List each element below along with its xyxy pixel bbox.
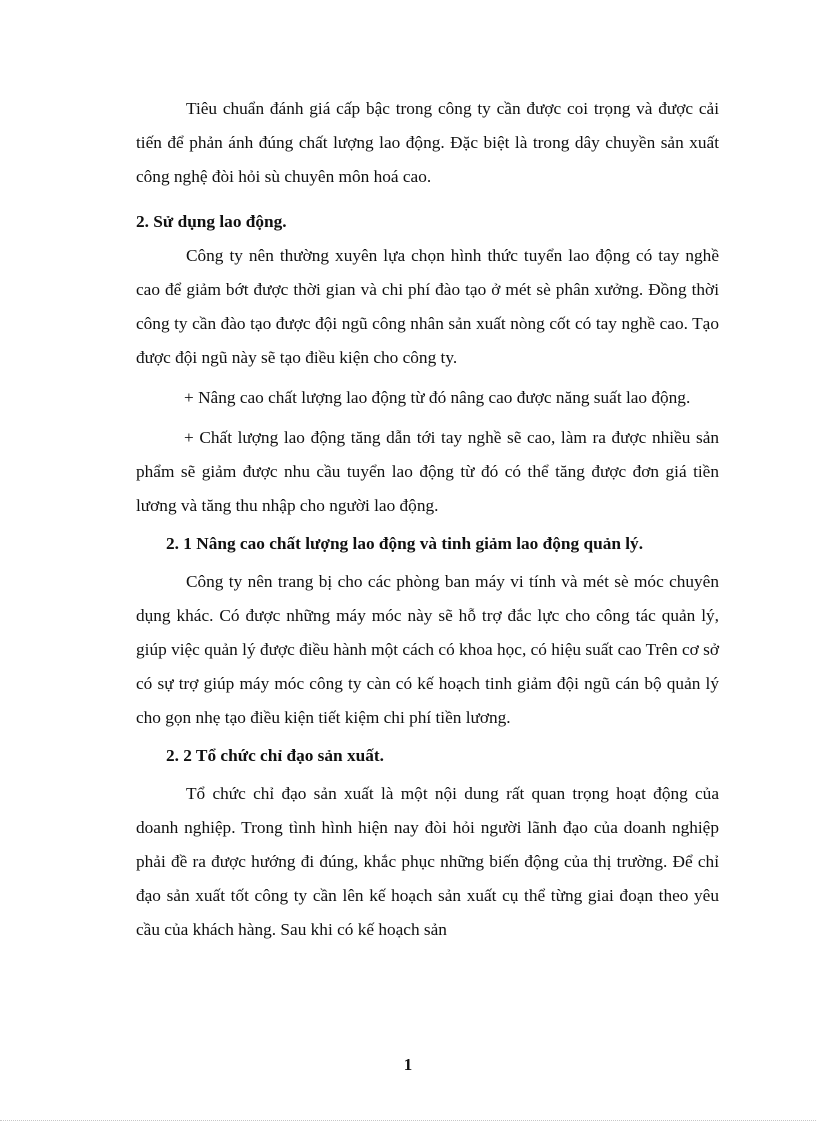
bullet-improve-quality: + Nâng cao chất lượng lao động từ đó nâng cao được năng suất lao động. (184, 388, 691, 407)
section-heading-2-2: 2. 2 Tổ chức chỉ đạo sản xuất. (166, 746, 384, 765)
paragraph-evaluation-standards: Tiêu chuẩn đánh giá cấp bậc trong công ty cần được coi trọng và được cải tiến để phản ánh đúng chất lượng lao động. Đặc biệt là trong dây chuyền sản xuất công nghệ đòi hỏi sù chuyên môn hoá cao. (136, 99, 719, 186)
document-body (136, 92, 719, 947)
page-number: 1 (403, 1055, 413, 1074)
bullet-quality-increase: + Chất lượng lao động tăng dẫn tới tay nghề sẽ cao, làm ra được nhiều sản phẩm sẽ giảm được nhu cầu tuyển lao động từ đó có thể tăng được đơn giá tiền lương và tăng thu nhập cho người lao động. (136, 428, 719, 515)
page-bottom-divider (0, 1120, 816, 1121)
section-heading-2-1: 2. 1 Nâng cao chất lượng lao động và tinh giảm lao động quản lý. (166, 534, 644, 553)
paragraph-recruitment: Công ty nên thường xuyên lựa chọn hình thức tuyển lao động có tay nghề cao để giảm bớt được thời gian và chi phí đào tạo ở mét sè phân xưởng. Đồng thời công ty cần đào tạo được đội ngũ công nhân sản xuất nòng cốt có tay nghề cao. Tạo được đội ngũ này sẽ tạo điều kiện cho công ty. (136, 246, 719, 367)
paragraph-production-direction: Tổ chức chỉ đạo sản xuất là một nội dung rất quan trọng hoạt động của doanh nghiệp. Trong tình hình hiện nay đòi hỏi người lãnh đạo của doanh nghiệp phải đề ra được hướng đi đúng, khắc phục những biến động của thị trường. Để chỉ đạo sản xuất tốt công ty cần lên kế hoạch sản xuất cụ thể từng giai đoạn theo yêu cầu của khách hàng. Sau khi có kế hoạch sản (136, 784, 719, 939)
paragraph-equipment: Công ty nên trang bị cho các phòng ban máy vi tính và mét sè móc chuyên dụng khác. Có được những máy móc này sẽ hỗ trợ đắc lực cho công tác quản lý, giúp việc quản lý được điều hành một cách có khoa học, có hiệu suất cao Trên cơ sở có sự trợ giúp máy móc công ty càn có kế hoạch tinh giảm đội ngũ cán bộ quản lý cho gọn nhẹ tạo điều kiện tiết kiệm chi phí tiền lương. (136, 572, 719, 727)
section-heading-labor-use: 2. Sử dụng lao động. (136, 212, 287, 231)
